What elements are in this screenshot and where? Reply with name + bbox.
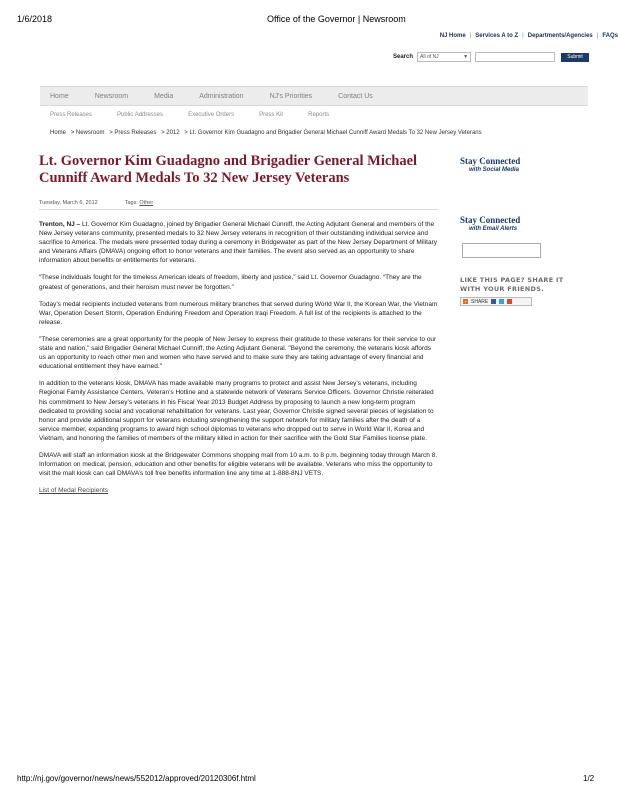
breadcrumb-current: > Lt. Governor Kim Guadagno and Brigadier General Michael Cunniff Award Medals To 32 New Jersey Veterans xyxy=(184,130,482,136)
tag-link[interactable]: Other xyxy=(139,200,154,206)
nav-priorities[interactable]: NJ's Priorities xyxy=(269,92,313,100)
email-input[interactable] xyxy=(462,243,541,258)
print-page-number: 1/2 xyxy=(583,774,595,783)
search-submit-button[interactable]: Submit xyxy=(561,53,589,62)
search-label: Search xyxy=(393,54,414,60)
nav-media[interactable]: Media xyxy=(154,92,174,100)
utility-nav: NJ Home | Services A to Z | Departments/Agencies | FAQs xyxy=(439,33,618,39)
medal-recipients-link[interactable]: List of Medal Recipients xyxy=(39,487,109,495)
social-subtitle[interactable]: with Social Media xyxy=(469,167,520,173)
util-link-faqs[interactable]: FAQs xyxy=(602,33,618,39)
print-date: 1/6/2018 xyxy=(17,14,53,24)
email-icon xyxy=(507,299,512,304)
share-prompt: LIKE THIS PAGE? SHARE IT WITH YOUR FRIENDS. xyxy=(460,276,564,293)
chevron-down-icon: ▼ xyxy=(463,54,469,60)
subnav-public-addresses[interactable]: Public Addresses xyxy=(117,112,164,118)
plus-icon: + xyxy=(464,299,467,304)
share-button[interactable] xyxy=(460,297,532,306)
breadcrumb-year[interactable]: > 2012 xyxy=(161,130,180,136)
article-meta xyxy=(39,200,153,206)
article-paragraph: DMAVA will staff an information kiosk at the Bridgewater Commons shopping mall from 10 a.m. to 8 p.m. beginning today through March 8. Information on medical, pension, education and other benefits for eligible veterans will be available. Veterans who miss the opportunity to visit the mall kiosk can call DMAVA’s toll free benefits information line any time at 1-888-8NJ VETS. xyxy=(39,451,438,478)
util-link-services[interactable]: Services A to Z xyxy=(475,33,519,39)
tags-label: Tags: xyxy=(124,200,138,206)
search-scope-select[interactable] xyxy=(417,52,471,62)
page-title: Lt. Governor Kim Guadagno and Brigadier General Michael Cunniff Award Medals To 32 New Jersey Veterans xyxy=(39,153,418,186)
subnav-reports[interactable]: Reports xyxy=(308,112,330,118)
print-title: Office of the Governor | Newsroom xyxy=(267,14,406,24)
article-body xyxy=(39,220,438,495)
nav-administration[interactable]: Administration xyxy=(199,92,244,100)
breadcrumb-home[interactable]: Home xyxy=(50,130,67,136)
sub-nav xyxy=(50,112,354,118)
share-label: SHARE xyxy=(471,298,489,305)
subnav-press-kit[interactable]: Press Kit xyxy=(259,112,284,118)
util-link-nj-home[interactable]: NJ Home xyxy=(439,33,466,39)
article-paragraph: Trenton, NJ – Lt. Governor Kim Guadagno, joined by Brigadier General Michael Cunniff, the Acting Adjutant General and members of the New Jersey veterans community, presented medals to 32 New Jersey veterans in recognition of their outstanding individual service and sacrifice to America. The medals were presented today during a ceremony in Bridgewater as part of the New Jersey Department of Military and Veterans Affairs (DMAVA) ongoing effort to honor veterans and their families. The event also served as an opportunity to share information about benefits or entitlements for veterans. xyxy=(39,221,438,265)
divider xyxy=(39,209,438,210)
breadcrumb xyxy=(50,130,485,136)
facebook-icon xyxy=(491,299,496,304)
article-paragraph: "These ceremonies are a great opportunity for the people of New Jersey to express their gratitude to these veterans for their service to our state and nation," said Brigadier General Michael Cunniff, the Acting Adjutant General. "Beyond the ceremony, the veterans kiosk affords us an opportunity to reach other men and women who have served and to make sure they are taking advantage of every financial and educational entitlement they have earned." xyxy=(39,335,437,371)
article-date: Tuesday, March 6, 2012 xyxy=(39,200,98,206)
search-bar xyxy=(393,52,589,62)
search-input[interactable] xyxy=(475,52,555,62)
breadcrumb-press-releases[interactable]: > Press Releases xyxy=(109,130,157,136)
main-nav xyxy=(40,86,588,106)
social-title: Stay Connected xyxy=(460,156,521,166)
email-title: Stay Connected xyxy=(460,215,521,225)
email-subtitle: with Email Alerts xyxy=(469,226,518,232)
dateline: Trenton, NJ – xyxy=(39,221,81,228)
nav-contact[interactable]: Contact Us xyxy=(338,92,373,100)
util-link-departments[interactable]: Departments/Agencies xyxy=(527,33,593,39)
subnav-executive-orders[interactable]: Executive Orders xyxy=(188,112,235,118)
article-paragraph: Today’s medal recipients included veterans from numerous military branches that served during World War II, the Korean War, the Vietnam War, Operation Desert Storm, Operation Enduring Freedom and Operation Iraqi Freedom. A full list of the recipients is attached to the release. xyxy=(39,300,438,326)
breadcrumb-newsroom[interactable]: > Newsroom xyxy=(70,130,105,136)
search-scope-value: All of NJ xyxy=(420,54,439,60)
article-paragraph: In addition to the veterans kiosk, DMAVA has made available many programs to protect and assist New Jersey’s veterans, including Regional Family Assistance Centers, Veteran’s Hotline and a statewide network of Veterans Service Officers. Governor Christie reiterated his commitment to New Jersey’s veterans in his Fiscal Year 2013 Budget Address by proposing to launch a new long-term program dedicated to providing social and vocational rehabilitation for veterans. Last year, Governor Christie signed several pieces of legislation to honor and provide additional support for veterans including strengthening the support network for military families after the death of a service member, expanding programs to award high school diplomas to veterans who dropped out to serve in World War II, Korea and Vietnam, and honoring the families of members of the military killed in action for their sacrifice with the Gold Star Families license plate. xyxy=(39,380,434,442)
print-url: http://nj.gov/governor/news/news/552012/approved/20120306f.html xyxy=(17,774,256,783)
twitter-icon xyxy=(499,299,504,304)
article-paragraph: “These individuals fought for the timeless American ideals of freedom, liberty and justice,” said Lt. Governor Guadagno. “They are the greatest of generations, and their heroism must never be forgotten.” xyxy=(39,274,422,291)
nav-newsroom[interactable]: Newsroom xyxy=(94,92,129,100)
article-tags xyxy=(125,200,153,206)
nav-home[interactable]: Home xyxy=(50,92,69,100)
subnav-press-releases[interactable]: Press Releases xyxy=(50,112,93,118)
